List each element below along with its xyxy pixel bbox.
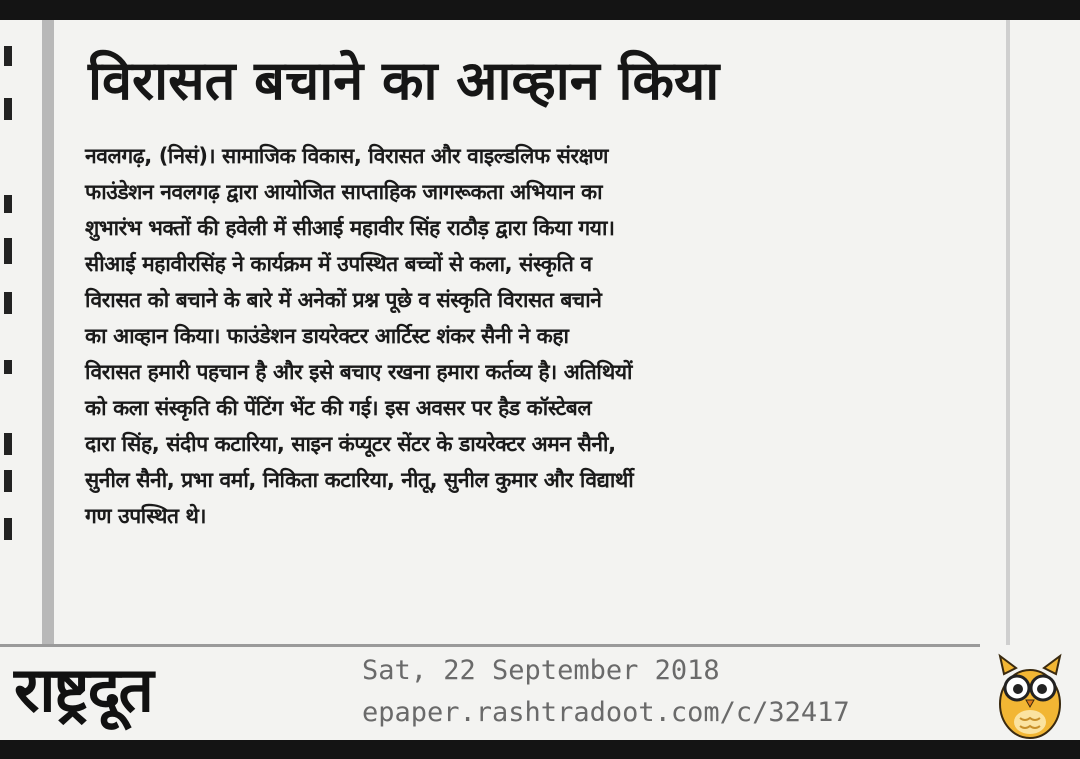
text-fragment <box>4 195 12 213</box>
newspaper-clipping <box>0 20 1080 740</box>
text-fragment <box>4 292 12 314</box>
article-line: शुभारंभ भक्तों की हवेली में सीआई महावीर सिंह राठौड़ द्वारा किया गया। <box>85 216 615 240</box>
rashtradoot-logo: राष्ट्रदूत <box>14 653 152 726</box>
article-line: विरासत को बचाने के बारे में अनेकों प्रश्न पूछे व संस्कृति विरासत बचाने <box>85 288 602 312</box>
text-fragment <box>4 46 12 66</box>
article-line: दारा सिंह, संदीप कटारिया, साइन कंप्यूटर सेंटर के डायरेक्टर अमन सैनी, <box>85 432 616 456</box>
top-black-bar <box>0 0 1080 20</box>
text-fragment <box>4 98 12 120</box>
text-fragment <box>4 360 12 374</box>
publication-date: Sat, 22 September 2018 <box>362 655 720 686</box>
text-fragment <box>4 238 12 264</box>
article-line: को कला संस्कृति की पेंटिंग भेंट की गई। इस अवसर पर हैड कॉस्टेबल <box>85 396 592 420</box>
epaper-meta <box>362 650 982 734</box>
text-fragment <box>4 433 12 455</box>
article-line: का आव्हान किया। फाउंडेशन डायरेक्टर आर्टिस्ट शंकर सैनी ने कहा <box>85 324 569 348</box>
article-body <box>85 138 975 534</box>
article-headline: विरासत बचाने का आव्हान किया <box>88 49 720 112</box>
column-divider <box>42 20 54 645</box>
bottom-black-bar <box>0 740 1080 759</box>
right-column-divider <box>1006 20 1010 645</box>
article-line: गण उपस्थित थे। <box>85 504 207 528</box>
owl-icon <box>990 646 1070 740</box>
epaper-url: epaper.rashtradoot.com/c/32417 <box>362 697 850 728</box>
article-line: विरासत हमारी पहचान है और इसे बचाए रखना हमारा कर्तव्य है। अतिथियों <box>85 360 633 384</box>
article-line: फाउंडेशन नवलगढ़ द्वारा आयोजित साप्ताहिक जागरूकता अभियान का <box>85 180 603 204</box>
article <box>60 20 990 645</box>
adjacent-column-fragment <box>0 20 40 645</box>
article-line: सीआई महावीरसिंह ने कार्यक्रम में उपस्थित बच्चों से कला, संस्कृति व <box>85 252 592 276</box>
text-fragment <box>4 518 12 540</box>
text-fragment <box>4 470 12 492</box>
article-line: नवलगढ़, (निसं)। सामाजिक विकास, विरासत और वाइल्डलिफ संरक्षण <box>85 144 609 168</box>
article-line: सुनील सैनी, प्रभा वर्मा, निकिता कटारिया, नीतू, सुनील कुमार और विद्यार्थी <box>85 468 634 492</box>
